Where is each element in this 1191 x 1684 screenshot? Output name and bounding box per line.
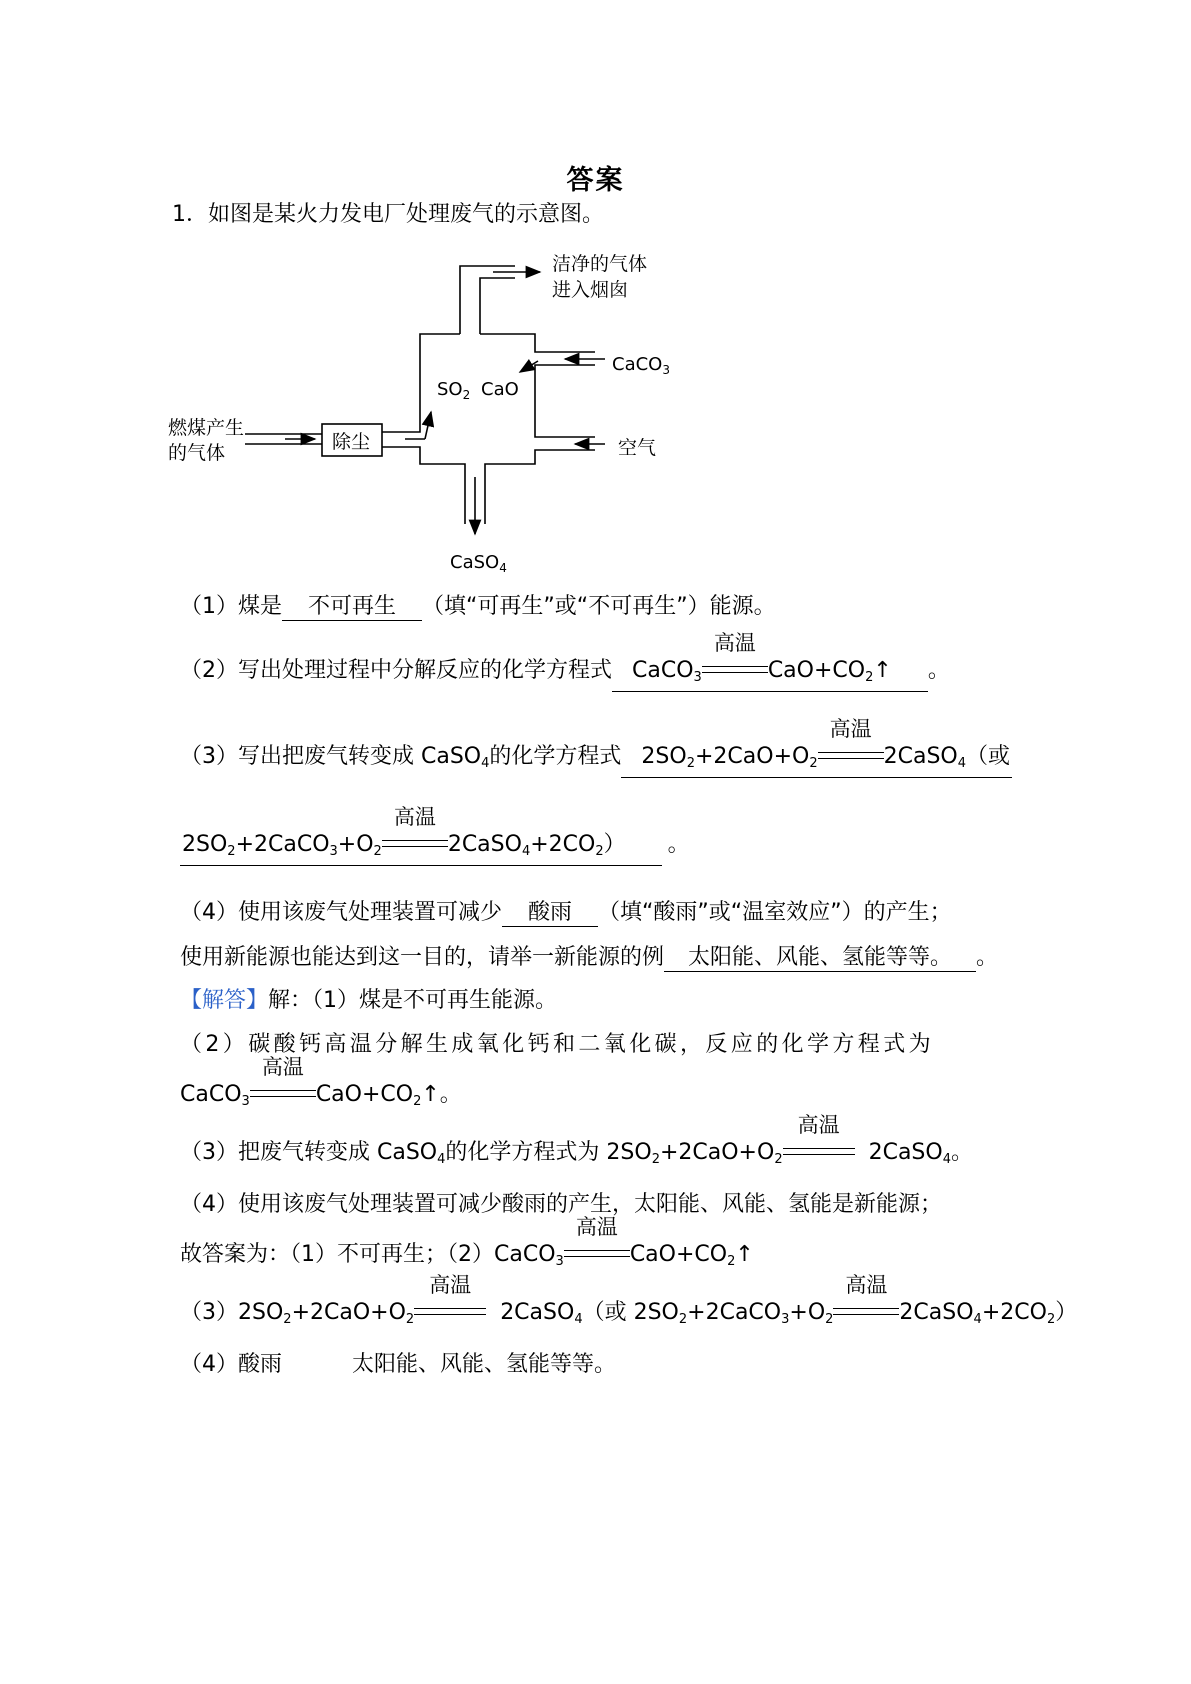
label-caco3: CaCO$_3$ xyxy=(612,354,670,377)
solution-2: （2）碳酸钙高温分解生成氧化钙和二氧化碳，反应的化学方程式为 xyxy=(180,1032,934,1057)
label-dust-remover: 除尘 xyxy=(332,431,371,453)
solution-4: （4）使用该废气处理装置可减少酸雨的产生，太阳能、风能、氢能是新能源； xyxy=(180,1192,942,1217)
answer-blank-4: 酸雨 xyxy=(502,900,598,927)
chamber-right-middle xyxy=(535,365,595,437)
label-air: 空气 xyxy=(618,437,657,459)
part-3-line-1: （3）写出把废气转变成 CaSO$_4$的化学方程式 $2SO_2+2CaO+O_2$ 高温 2CaSO$_4$（或 xyxy=(180,742,1012,779)
question-stem: 1．如图是某火力发电厂处理废气的示意图。 xyxy=(172,202,604,227)
label-caso4: CaSO$_4$ xyxy=(450,552,507,575)
waste-gas-treatment-diagram xyxy=(168,253,695,582)
solution-1: 【解答】解：（1）煤是不可再生能源。 xyxy=(180,988,558,1013)
answer-blank-3: $2SO_2+2CaO+O_2$ 高温 2CaSO$_4$（或 xyxy=(621,744,1012,778)
final-answer-3: $(3)2SO_2+2CaO+O_2$ 高温 2CaSO$_4$（或 $2SO_2+2CaCO_3+O_2$ 高温 $2CaSO_4+2CO_2$） xyxy=(180,1273,1078,1327)
outlet-pipe-right xyxy=(480,278,515,334)
answer-blank-3-cont: $2SO_2+2CaCO_3+O_2$ 高温 $2CaSO_4+2CO_2$） xyxy=(180,832,662,866)
label-so2: $SO_2$ xyxy=(437,379,471,402)
outlet-pipe-left xyxy=(460,266,515,334)
solution-2-equation: CaCO$_3$ 高温 $CaO+CO_2↑$。 xyxy=(180,1055,462,1109)
page-title: 答案 xyxy=(566,165,625,196)
solution-3: （3）把废气转变成 CaSO$_4$的化学方程式为 $2SO_2+2CaO+O_2$ 高温 2CaSO$_4$。 xyxy=(180,1113,974,1167)
answer-blank-2: CaCO$_3$ 高温 $CaO+CO_2↑$ xyxy=(612,658,928,692)
chamber-right-lower xyxy=(485,450,595,524)
label-cao: CaO xyxy=(481,379,519,400)
label-clean-gas-2: 进入烟囱 xyxy=(552,279,629,301)
answer-blank-1: 不可再生 xyxy=(282,594,422,621)
answer-blank-5: 太阳能、风能、氢能等等。 xyxy=(664,945,976,972)
chamber-right-upper xyxy=(480,334,595,352)
dust-out-arrow xyxy=(425,412,431,439)
part-1: （1）煤是 不可再生 （填“可再生”或“不可再生”）能源。 xyxy=(180,594,776,619)
label-coal-gas-2: 的气体 xyxy=(168,442,226,464)
solution-tag: 【解答】 xyxy=(180,988,269,1013)
chamber-left-lower xyxy=(382,447,465,524)
final-answer-1-2: 故答案为：（1）不可再生；（2）CaCO$_3$ 高温 $CaO+CO_2↑$ xyxy=(180,1215,754,1269)
part-4-line-2: 使用新能源也能达到这一目的，请举一新能源的例 太阳能、风能、氢能等等。 。 xyxy=(180,945,999,970)
final-answer-4: （4）酸雨 太阳能、风能、氢能等等。 xyxy=(180,1352,617,1377)
part-3-line-2: $2SO_2+2CaCO_3+O_2$ 高温 $2CaSO_4+2CO_2$） 。 xyxy=(180,830,690,866)
label-clean-gas-1: 洁净的气体 xyxy=(552,253,648,275)
part-2: （2）写出处理过程中分解反应的化学方程式 CaCO$_3$ 高温 $CaO+CO_2↑$ 。 xyxy=(180,656,950,692)
part-4-line-1: （4）使用该废气处理装置可减少 酸雨 （填“酸雨”或“温室效应”）的产生； xyxy=(180,900,952,925)
label-coal-gas-1: 燃煤产生 xyxy=(168,417,245,439)
